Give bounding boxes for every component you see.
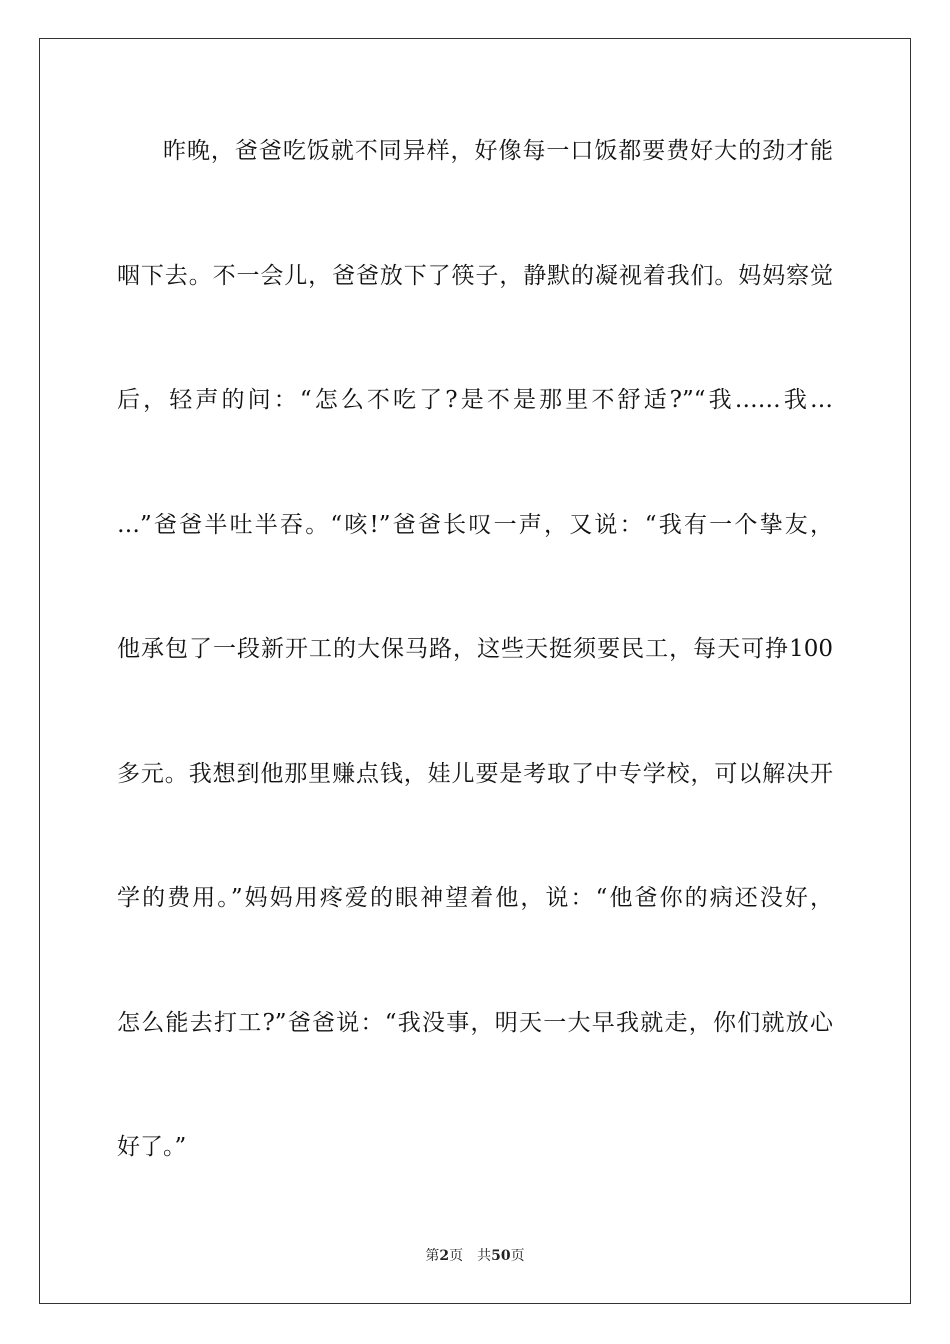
footer-page-number: 2 — [439, 1248, 450, 1264]
paragraph-line-9: 好了。” — [117, 1134, 187, 1160]
footer-page-suffix: 页 — [449, 1248, 464, 1264]
page-footer — [0, 1247, 950, 1265]
paragraph-line-1: 昨晚，爸爸吃饭就不同异样，好像每一口饭都要费好大的劲才能 — [163, 138, 833, 164]
footer-total-prefix: 共 — [477, 1248, 492, 1264]
paragraph-line-4: …”爸爸半吐半吞。“咳!”爸爸长叹一声，又说：“我有一个挚友， — [117, 512, 833, 538]
paragraph-line-2: 咽下去。不一会儿，爸爸放下了筷子，静默的凝视着我们。妈妈察觉 — [117, 263, 833, 289]
footer-total-number: 50 — [491, 1248, 511, 1264]
page-frame — [39, 38, 911, 1304]
paragraph-line-8: 怎么能去打工?”爸爸说：“我没事，明天一大早我就走，你们就放心 — [117, 1010, 833, 1036]
paragraph-line-3: 后，轻声的问：“怎么不吃了?是不是那里不舒适?”“我……我… — [117, 387, 833, 413]
paragraph-line-6: 多元。我想到他那里赚点钱，娃儿要是考取了中专学校，可以解决开 — [117, 761, 833, 787]
footer-total-suffix: 页 — [510, 1248, 525, 1264]
footer-page-prefix: 第 — [425, 1248, 440, 1264]
paragraph-line-7: 学的费用。”妈妈用疼爱的眼神望着他，说：“他爸你的病还没好， — [117, 885, 833, 911]
paragraph-line-5: 他承包了一段新开工的大保马路，这些天挺须要民工，每天可挣100 — [117, 636, 833, 662]
